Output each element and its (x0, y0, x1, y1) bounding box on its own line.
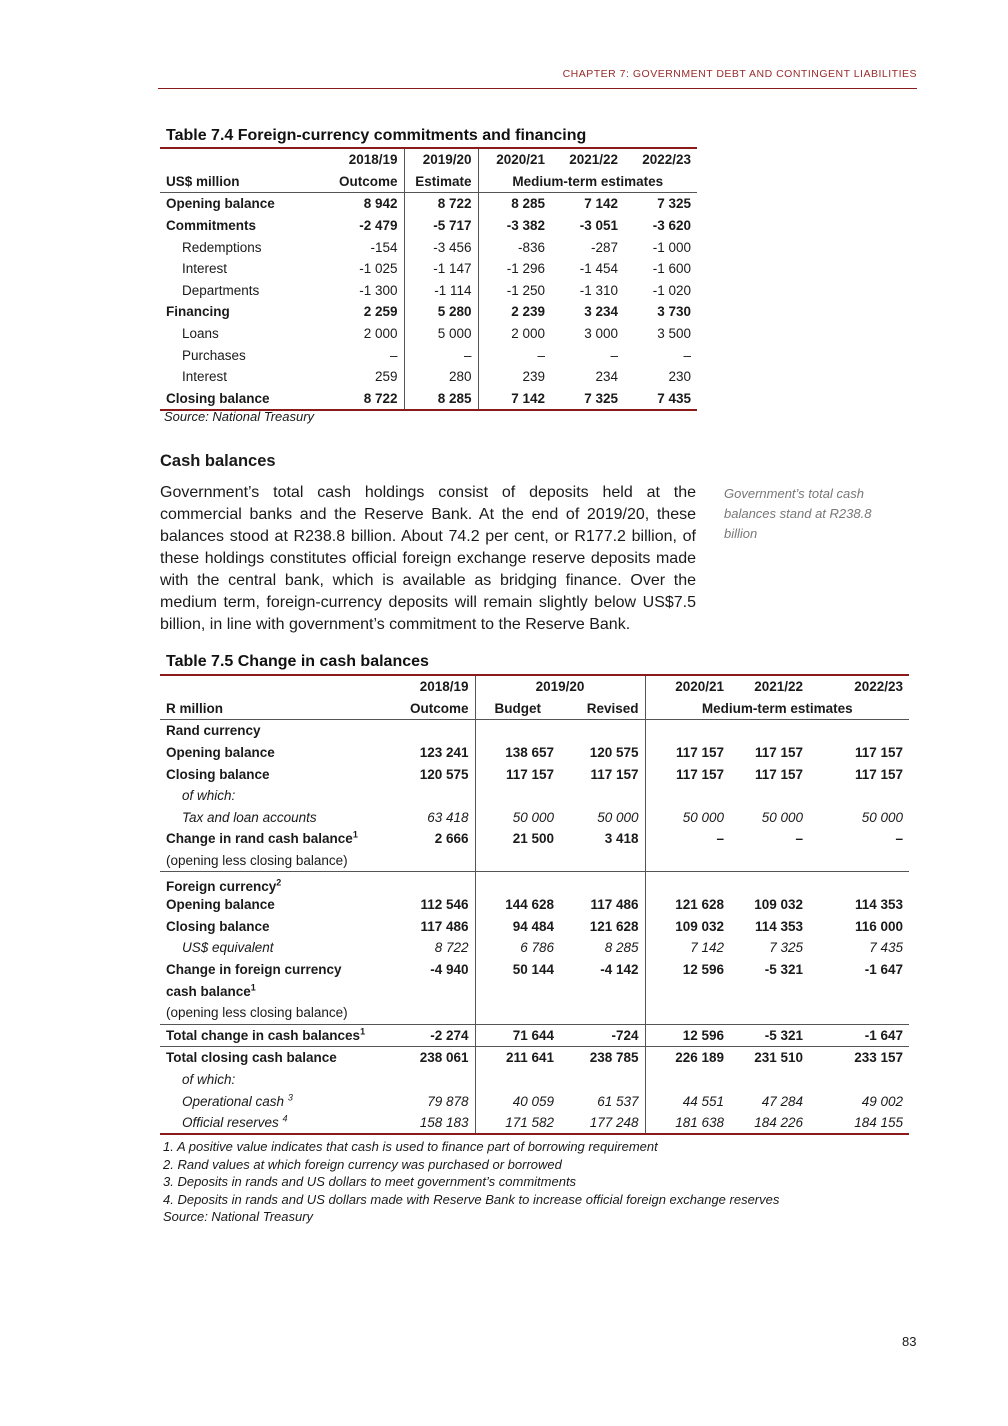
chapter-header: CHAPTER 7: GOVERNMENT DEBT AND CONTINGENT LIABILITIES (158, 68, 917, 89)
table-row: of which: (160, 1069, 909, 1091)
table-row: Change in foreign currency -4 940 50 144 -4 142 12 596 -5 321 -1 647 (160, 959, 909, 981)
unit-label: US$ million (160, 171, 332, 193)
year-header: 2019/20 (404, 148, 478, 171)
table-row: Foreign currency$^2$ (160, 872, 909, 894)
table-row: Closing balance 117 486 94 484 121 628 109 032 114 353 116 000 (160, 916, 909, 938)
year-header: 2021/22 (551, 148, 624, 171)
unit-label: R million (160, 698, 390, 720)
footnote: 2. Rand values at which foreign currency was purchased or borrowed (163, 1156, 562, 1172)
year-header: 2020/21 (645, 675, 730, 698)
table-row: Interest -1 025 -1 147 -1 296 -1 454 -1 600 (160, 258, 697, 280)
year-header: 2022/23 (809, 675, 909, 698)
table-row: Tax and loan accounts 63 418 50 000 50 000 50 000 50 000 50 000 (160, 807, 909, 829)
table-row: Opening balance 112 546 144 628 117 486 121 628 109 032 114 353 (160, 894, 909, 916)
table-row: (opening less closing balance) (160, 850, 909, 872)
year-header: 2020/21 (478, 148, 551, 171)
table-row: Operational cash $^3$ 79 878 40 059 61 537 44 551 47 284 49 002 (160, 1090, 909, 1112)
year-header: 2022/23 (624, 148, 697, 171)
sub-header: Estimate (404, 171, 478, 193)
margin-note: Government’s total cash balances stand at R238.8 billion (724, 486, 872, 541)
table-row: Opening balance 123 241 138 657 120 575 117 157 117 157 117 157 (160, 742, 909, 764)
footnote: 3. Deposits in rands and US dollars to meet government’s commitments (163, 1174, 577, 1190)
table-row: Total change in cash balances$^1$ -2 274 71 644 -724 12 596 -5 321 -1 647 (160, 1024, 909, 1047)
table-row: (opening less closing balance) (160, 1002, 909, 1024)
table-row: Total closing cash balance 238 061 211 641 238 785 226 189 231 510 233 157 (160, 1047, 909, 1069)
table-row: Opening balance 8 942 8 722 8 285 7 142 7 325 (160, 193, 697, 215)
table-row: Departments -1 300 -1 114 -1 250 -1 310 -1 020 (160, 280, 697, 302)
table-7-5-source: Source: National Treasury (163, 1209, 314, 1225)
table-7-4 (160, 147, 697, 411)
table-row: cash balance$^1$ (160, 980, 909, 1002)
sub-header: Outcome (390, 698, 475, 720)
sub-header: Medium-term estimates (645, 698, 909, 720)
table-7-4-body (160, 193, 697, 410)
table-7-4-title: Table 7.4 Foreign-currency commitments and financing (166, 127, 587, 144)
table-row: US$ equivalent 8 722 6 786 8 285 7 142 7 325 7 435 (160, 937, 909, 959)
table-row: Commitments -2 479 -5 717 -3 382 -3 051 -3 620 (160, 215, 697, 237)
table-row: Closing balance 120 575 117 157 117 157 117 157 117 157 117 157 (160, 763, 909, 785)
table-row: Financing 2 259 5 280 2 239 3 234 3 730 (160, 301, 697, 323)
footnote: 4. Deposits in rands and US dollars made with Reserve Bank to increase official foreign exchange reserves (163, 1191, 780, 1207)
table-row: Official reserves $^4$ 158 183 171 582 177 248 181 638 184 226 184 155 (160, 1112, 909, 1135)
table-7-4-source: Source: National Treasury (164, 409, 315, 424)
year-header: 2018/19 (332, 148, 404, 171)
table-7-5-title: Table 7.5 Change in cash balances (166, 653, 429, 670)
table-row: Rand currency (160, 720, 909, 742)
table-row: Closing balance 8 722 8 285 7 142 7 325 7 435 (160, 388, 697, 411)
sub-header: Revised (560, 698, 645, 720)
body-paragraph: Government’s total cash holdings consist of deposits held at the commercial banks and the Reserve Bank. At the end of 2019/20, these balances stood at R238.8 billion. About 74.2 per cent, or R177.2 billion, of these holdings constitutes official foreign exchange reserve deposits made with the central bank, which is available as bridging finance. Over the medium term, foreign-currency deposits will remain slightly below US$7.5 billion, in line with government’s commitment to the Reserve Bank. (160, 484, 696, 633)
sub-header: Budget (475, 698, 560, 720)
table-row: Redemptions -154 -3 456 -836 -287 -1 000 (160, 236, 697, 258)
table-row: Loans 2 000 5 000 2 000 3 000 3 500 (160, 323, 697, 345)
sub-header: Medium-term estimates (478, 171, 697, 193)
table-row: Purchases – – – – – (160, 344, 697, 366)
table-row: Interest 259 280 239 234 230 (160, 366, 697, 388)
table-7-5 (160, 674, 909, 1135)
year-header: 2021/22 (730, 675, 809, 698)
section-heading: Cash balances (160, 452, 276, 470)
table-row: Change in rand cash balance$^1$ 2 666 21 500 3 418 – – – (160, 828, 909, 850)
table-7-5-body (160, 720, 909, 1135)
year-header: 2018/19 (390, 675, 475, 698)
table-7-5-notes (163, 1138, 779, 1226)
sub-header: Outcome (332, 171, 404, 193)
table-row: of which: (160, 785, 909, 807)
page-number: 83 (902, 1334, 917, 1349)
year-header: 2019/20 (475, 675, 645, 698)
footnote: 1. A positive value indicates that cash is used to finance part of borrowing requirement (163, 1139, 658, 1154)
